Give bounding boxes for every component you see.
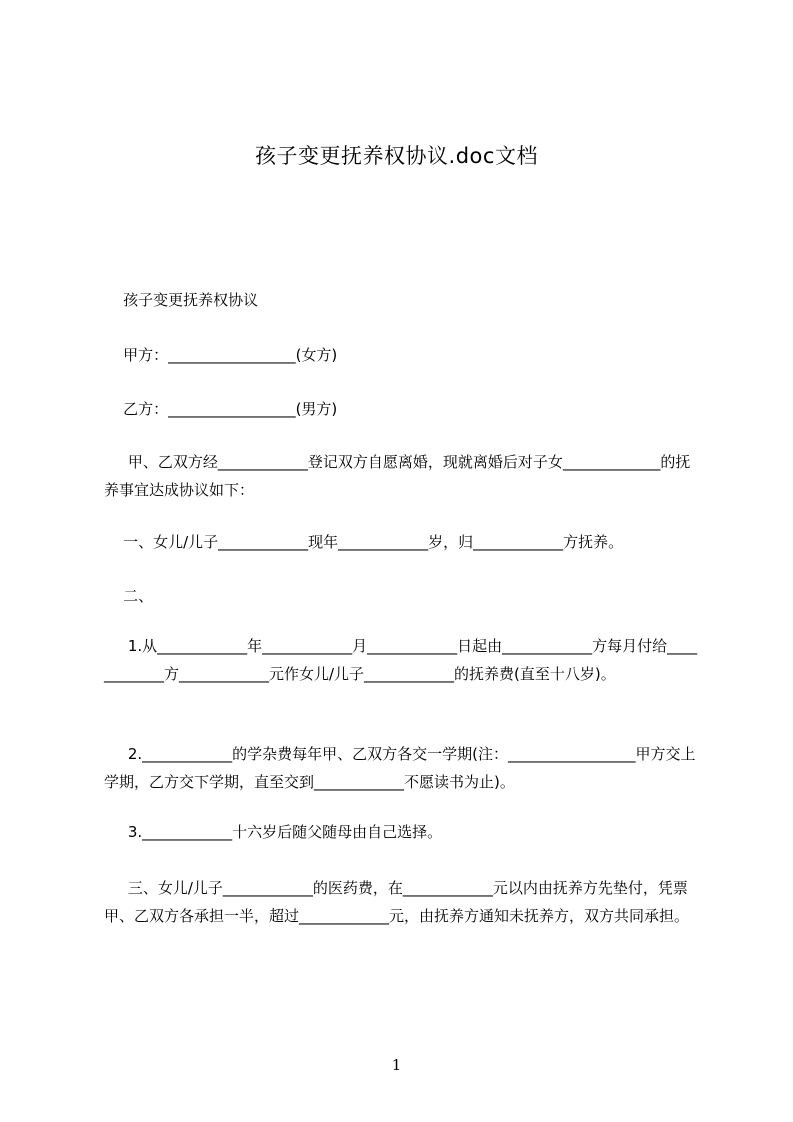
document-title: 孩子变更抚养权协议.doc文档: [255, 144, 538, 168]
intro-paragraph: 甲、乙双方经____________登记双方自愿离婚，现就离婚后对子女_____________的抚养事宜达成协议如下：: [104, 453, 691, 499]
party-b-line: 乙方：_________________(男方): [104, 400, 338, 418]
party-a-line: 甲方：_________________(女方): [104, 346, 338, 364]
clause-2-item-1: 1.从____________年____________月____________日起由____________方每月付给____________方____________元作女儿/儿子____________的抚养费(直至十八岁)。: [104, 637, 698, 683]
clause-2-item-2: 2.____________的学杂费每年甲、乙双方各交一学期(注：_________________甲方交上学期，乙方交下学期，直至交到____________不愿读书为止)。: [104, 745, 696, 791]
page-number: 1: [391, 1056, 402, 1074]
clause-2-heading: 二、: [104, 587, 154, 605]
clause-3: 三、女儿/儿子____________的医药费，在____________元以内由抚养方先垫付，凭票甲、乙双方各承担一半，超过____________元，由抚养方通知未抚养方，双方共同承担。: [104, 879, 690, 925]
agreement-heading: 孩子变更抚养权协议: [104, 291, 259, 309]
clause-2-item-3: 3.____________十六岁后随父随母由自己选择。: [104, 823, 443, 841]
clause-1: 一、女儿/儿子____________现年____________岁，归____________方抚养。: [104, 533, 624, 551]
